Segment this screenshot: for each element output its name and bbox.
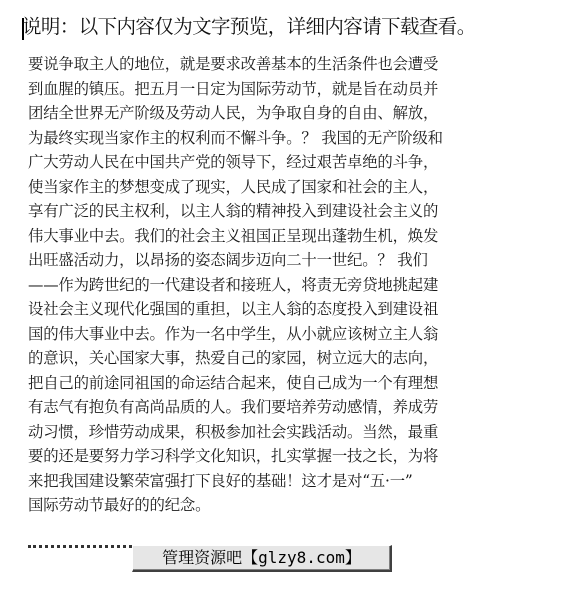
body-paragraph — [28, 52, 540, 518]
paragraph-line: 为最终实现当家作主的权利而不懈斗争。？ 我国的无产阶级和 — [28, 128, 443, 147]
paragraph-line: ——作为跨世纪的一代建设者和接班人，将责无旁贷地挑起建 — [28, 275, 439, 294]
paragraph-line: 设社会主义现代化强国的重担，以主人翁的态度投入到建设祖 — [28, 300, 439, 318]
paragraph-line: 国际劳动节最好的的纪念。 — [28, 496, 211, 514]
paragraph-line: 动习惯，珍惜劳动成果，积极参加社会实践活动。当然，最重 — [28, 422, 439, 441]
paragraph-line: 来把我国建设繁荣富强打下良好的基础！这才是对“五·一” — [28, 471, 413, 490]
paragraph-line: 使当家作主的梦想变成了现实，人民成了国家和社会的主人， — [28, 177, 439, 196]
paragraph-line: 到血腥的镇压。把五月一日定为国际劳动节，就是旨在动员并 — [28, 79, 439, 98]
paragraph-line: 的意识，关心国家大事，热爱自己的家园，树立远大的志向， — [28, 349, 439, 367]
paragraph-line: 伟大事业中去。我们的社会主义祖国正呈现出蓬勃生机，焕发 — [28, 226, 439, 245]
paragraph-line: 团结全世界无产阶级及劳动人民，为争取自身的自由、解放， — [28, 104, 439, 122]
paragraph-line: 有志气有抱负有高尚品质的人。我们要培养劳动感情，养成劳 — [28, 398, 439, 416]
paragraph-line: 广大劳动人民在中国共产党的领导下，经过艰苦卓绝的斗争， — [28, 153, 439, 171]
paragraph-line: 享有广泛的民主权利，以主人翁的精神投入到建设社会主义的 — [28, 202, 439, 220]
site-link-button[interactable]: 管理资源吧【glzy8.com】 — [132, 545, 392, 572]
paragraph-line: 出旺盛活动力，以昂扬的姿态阔步迈向二十一世纪。？ 我们 — [28, 251, 428, 269]
paragraph-line: 把自己的前途同祖国的命运结合起来，使自己成为一个有理想 — [28, 373, 439, 392]
preview-notice: 说明：以下内容仅为文字预览，详细内容请下载查看。 — [22, 15, 476, 38]
paragraph-line: 要说争取主人的地位，就是要求改善基本的生活条件也会遭受 — [28, 55, 439, 73]
paragraph-line: 要的还是要努力学习科学文化知识，扎实掌握一技之长，为将 — [28, 447, 439, 465]
paragraph-line: 国的伟大事业中去。作为一名中学生，从小就应该树立主人翁 — [28, 324, 439, 343]
